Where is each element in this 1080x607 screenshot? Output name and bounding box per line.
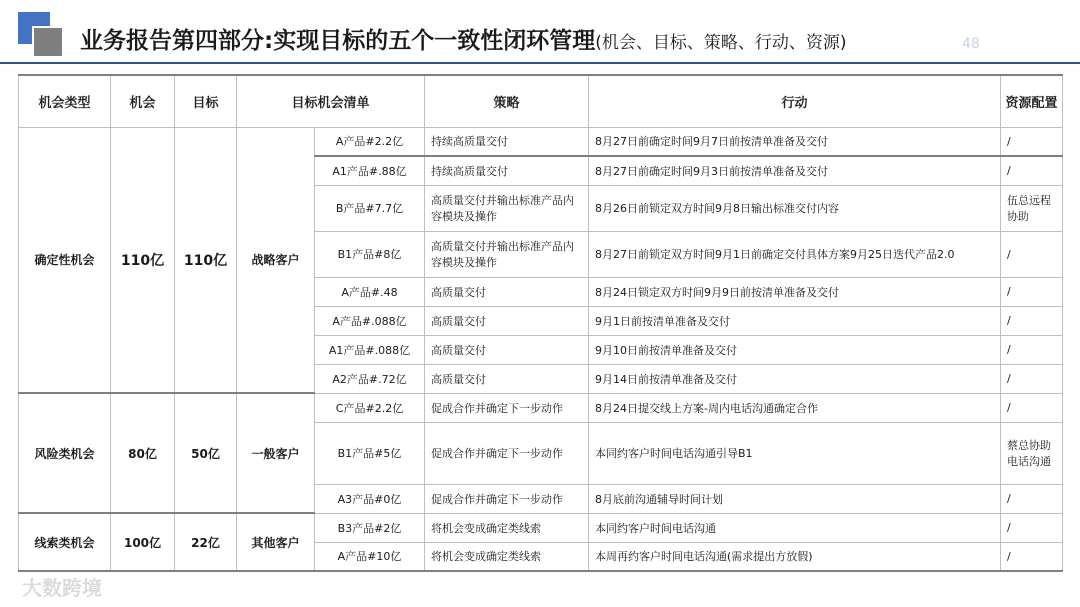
opportunity-type: 线索类机会: [19, 513, 111, 571]
target-item: A产品#2.2亿: [315, 127, 425, 156]
action: 9月1日前按清单准备及交付: [589, 306, 1001, 335]
strategy: 促成合作并确定下一步动作: [425, 422, 589, 484]
target-item: A2产品#.72亿: [315, 364, 425, 393]
table-header-row: [19, 75, 1063, 127]
page-title: [80, 22, 846, 55]
strategy: 促成合作并确定下一步动作: [425, 484, 589, 513]
action: 8月27日前确定时间9月7日前按清单准备及交付: [589, 127, 1001, 156]
resource: /: [1001, 364, 1063, 393]
target-item: B1产品#5亿: [315, 422, 425, 484]
target-value: 22亿: [175, 513, 237, 571]
action: 8月24日提交线上方案-周内电话沟通确定合作: [589, 393, 1001, 422]
strategy: 高质量交付: [425, 335, 589, 364]
action: 9月14日前按清单准备及交付: [589, 364, 1001, 393]
resource: /: [1001, 127, 1063, 156]
customer-type: 其他客户: [237, 513, 315, 571]
opportunity-value: 100亿: [111, 513, 175, 571]
action: 本周再约客户时间电话沟通(需求提出方放假): [589, 542, 1001, 571]
target-item: B1产品#8亿: [315, 231, 425, 277]
table-row: [19, 127, 1063, 156]
title-main: 业务报告第四部分:实现目标的五个一致性闭环管理: [80, 28, 596, 54]
strategy: 高质量交付并输出标准产品内容模块及操作: [425, 185, 589, 231]
target-item: A产品#.088亿: [315, 306, 425, 335]
watermark: 大数跨境: [22, 576, 102, 600]
opportunity-value: 80亿: [111, 393, 175, 513]
action: 本同约客户时间电话沟通: [589, 513, 1001, 542]
table-row: [19, 513, 1063, 542]
resource: /: [1001, 335, 1063, 364]
target-value: 50亿: [175, 393, 237, 513]
action: 9月10日前按清单准备及交付: [589, 335, 1001, 364]
header-target: 目标: [175, 75, 237, 127]
strategy: 高质量交付并输出标准产品内容模块及操作: [425, 231, 589, 277]
plan-table: [18, 74, 1063, 572]
page-number: 48: [962, 36, 980, 52]
target-item: B产品#7.7亿: [315, 185, 425, 231]
action: 8月27日前确定时间9月3日前按清单准备及交付: [589, 156, 1001, 185]
target-item: A1产品#.088亿: [315, 335, 425, 364]
target-item: B3产品#2亿: [315, 513, 425, 542]
action: 8月底前沟通辅导时间计划: [589, 484, 1001, 513]
action: 8月24日锁定双方时间9月9日前按清单准备及交付: [589, 277, 1001, 306]
resource: /: [1001, 513, 1063, 542]
target-item: A产品#10亿: [315, 542, 425, 571]
opportunity-type: 确定性机会: [19, 127, 111, 393]
header-opportunity: 机会: [111, 75, 175, 127]
header-target-list: 目标机会清单: [237, 75, 425, 127]
plan-table-container: [18, 74, 1062, 572]
title-subtitle: (机会、目标、策略、行动、资源): [595, 33, 847, 53]
action: 本同约客户时间电话沟通引导B1: [589, 422, 1001, 484]
header-strategy: 策略: [425, 75, 589, 127]
target-item: C产品#2.2亿: [315, 393, 425, 422]
opportunity-type: 风险类机会: [19, 393, 111, 513]
header-type: 机会类型: [19, 75, 111, 127]
strategy: 高质量交付: [425, 364, 589, 393]
target-item: A3产品#0亿: [315, 484, 425, 513]
resource: 伍总远程协助: [1001, 185, 1063, 231]
strategy: 高质量交付: [425, 277, 589, 306]
customer-type: 战略客户: [237, 127, 315, 393]
header-divider: [0, 62, 1080, 64]
strategy: 将机会变成确定类线索: [425, 513, 589, 542]
target-item: A产品#.48: [315, 277, 425, 306]
resource: /: [1001, 306, 1063, 335]
header-resource: 资源配置: [1001, 75, 1063, 127]
resource: /: [1001, 393, 1063, 422]
resource: /: [1001, 231, 1063, 277]
strategy: 促成合作并确定下一步动作: [425, 393, 589, 422]
table-row: [19, 393, 1063, 422]
header-action: 行动: [589, 75, 1001, 127]
strategy: 高质量交付: [425, 306, 589, 335]
resource: /: [1001, 277, 1063, 306]
strategy: 持续高质量交付: [425, 127, 589, 156]
strategy: 持续高质量交付: [425, 156, 589, 185]
action: 8月26日前锁定双方时间9月8日输出标准交付内容: [589, 185, 1001, 231]
action: 8月27日前锁定双方时间9月1日前确定交付具体方案9月25日迭代产品2.0: [589, 231, 1001, 277]
opportunity-value: 110亿: [111, 127, 175, 393]
target-value: 110亿: [175, 127, 237, 393]
target-item: A1产品#.88亿: [315, 156, 425, 185]
resource: /: [1001, 542, 1063, 571]
customer-type: 一般客户: [237, 393, 315, 513]
resource: 蔡总协助电话沟通: [1001, 422, 1063, 484]
resource: /: [1001, 156, 1063, 185]
resource: /: [1001, 484, 1063, 513]
logo-square-gray: [32, 26, 64, 58]
strategy: 将机会变成确定类线索: [425, 542, 589, 571]
